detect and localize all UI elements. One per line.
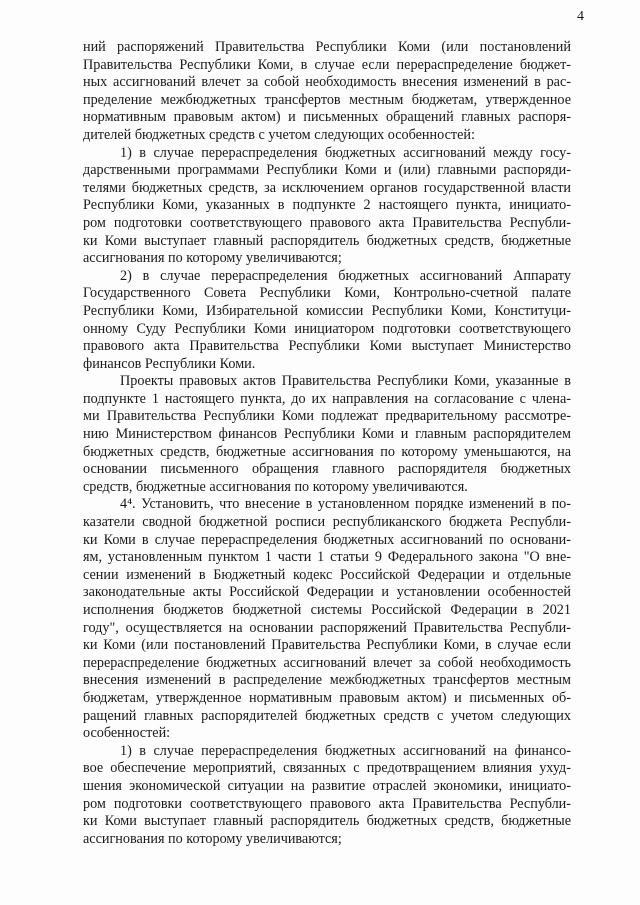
text-line: пределение межбюджетных трансфертов местным бюджетам, утвержденное [83,91,571,108]
text-line: 4⁴. Установить, что внесение в установленном порядке изменений в по- [120,496,571,513]
text-line: ращений главных распорядителей бюджетных средств с учетом следующих [83,707,571,724]
text-line: правового акта Правительства Республики Коми выступает Министерство [83,338,571,355]
text-line: Республики Коми, Избирательной комиссии Республики Коми, Конституци- [83,302,571,319]
text-line: исполнения бюджетов бюджетной системы Российской Федерации в 2021 [83,602,571,618]
text-line: основании письменного обращения главного распорядителя бюджетных [83,461,571,478]
text-line: Правительства Республики Коми, в случае если перераспределение бюджет- [83,56,571,73]
text-line: внесения изменений в распределение межбюджетных трансфертов местным [83,672,571,689]
text-line: ром подготовки соответствующего правового акта Правительства Республи- [83,214,571,231]
text-line: Республики Коми, указанных в подпункте 2 настоящего пункта, инициато- [83,197,571,214]
text-line: 2) в случае перераспределения бюджетных ассигнований Аппарату [120,267,571,284]
text-line: телями бюджетных средств, за исключением органов государственной власти [83,179,571,196]
text-line: ки Коми в случае перераспределения бюджетных ассигнований по основани- [83,531,571,548]
text-line: бюджетам, утвержденное нормативным правовым актом) и письменных об- [83,689,571,706]
text-line: ки Коми выступает главный распорядитель бюджетных средств, бюджетные [83,813,571,830]
text-line: ми Правительства Республики Коми подлежат предварительному рассмотре- [83,408,571,425]
text-line: подпункте 1 настоящего пункта, до их направления на согласование с члена- [83,390,571,407]
text-line: средств, бюджетные ассигнования по которому увеличиваются. [83,478,468,495]
text-line: нормативным правовым актом) и письменных обращений главных распоря- [83,109,571,126]
text-line: ки Коми выступает главный распорядитель бюджетных средств, бюджетные [83,232,571,249]
text-line: 1) в случае перераспределения бюджетных ассигнований на финансо- [120,742,571,759]
text-line: 1) в случае перераспределения бюджетных ассигнований между госу- [120,144,571,161]
text-line: особенностей: [83,725,171,742]
text-line: перераспределение бюджетных ассигнований влечет за собой необходимость [83,654,571,671]
text-line: ных ассигнований влечет за собой необходимость внесения изменений в рас- [83,74,571,91]
text-line: ний распоряжений Правительства Республики Коми (или постановлений [83,39,571,55]
text-line: ром подготовки соответствующего правового акта Правительства Республи- [83,795,571,812]
document-body [83,39,571,848]
text-line: ассигнования по которому увеличиваются; [83,830,342,847]
text-line: шения экономической ситуации на развитие отраслей экономики, инициато- [83,777,571,794]
text-line: дителей бюджетных средств с учетом следующих особенностей: [83,126,475,143]
text-line: онному Суду Республики Коми инициатором подготовки соответствующего [83,320,571,337]
text-line: бюджетных средств, бюджетные ассигнования по которому уменьшаются, на [83,443,571,460]
text-line: ассигнования по которому увеличиваются; [83,250,342,267]
page-number: 4 [577,9,584,24]
text-line: ки Коми (или постановлений Правительства Республики Коми, в случае если [83,637,571,654]
text-line: финансов Республики Коми. [83,355,256,372]
text-line: Государственного Совета Республики Коми, Контрольно-счетной палате [83,285,571,302]
text-line: нию Министерством финансов Республики Коми и главным распорядителем [83,426,571,443]
text-line: казатели сводной бюджетной росписи республиканского бюджета Республи- [83,514,571,531]
text-line: законодательные акты Российской Федерации и установлении особенностей [83,584,571,601]
text-line: сении изменений в Бюджетный кодекс Российской Федерации и отдельные [83,566,571,583]
text-line: Проекты правовых актов Правительства Республики Коми, указанные в [120,373,571,390]
text-line: дарственными программами Республики Коми и (или) главными распоряди- [83,162,571,179]
text-line: ям, установленным пунктом 1 части 1 статьи 9 Федерального закона "О вне- [83,549,571,566]
text-line: году", осуществляется на основании распоряжений Правительства Республи- [83,619,571,636]
text-line: вое обеспечение мероприятий, связанных с предотвращением влияния ухуд- [83,760,571,777]
